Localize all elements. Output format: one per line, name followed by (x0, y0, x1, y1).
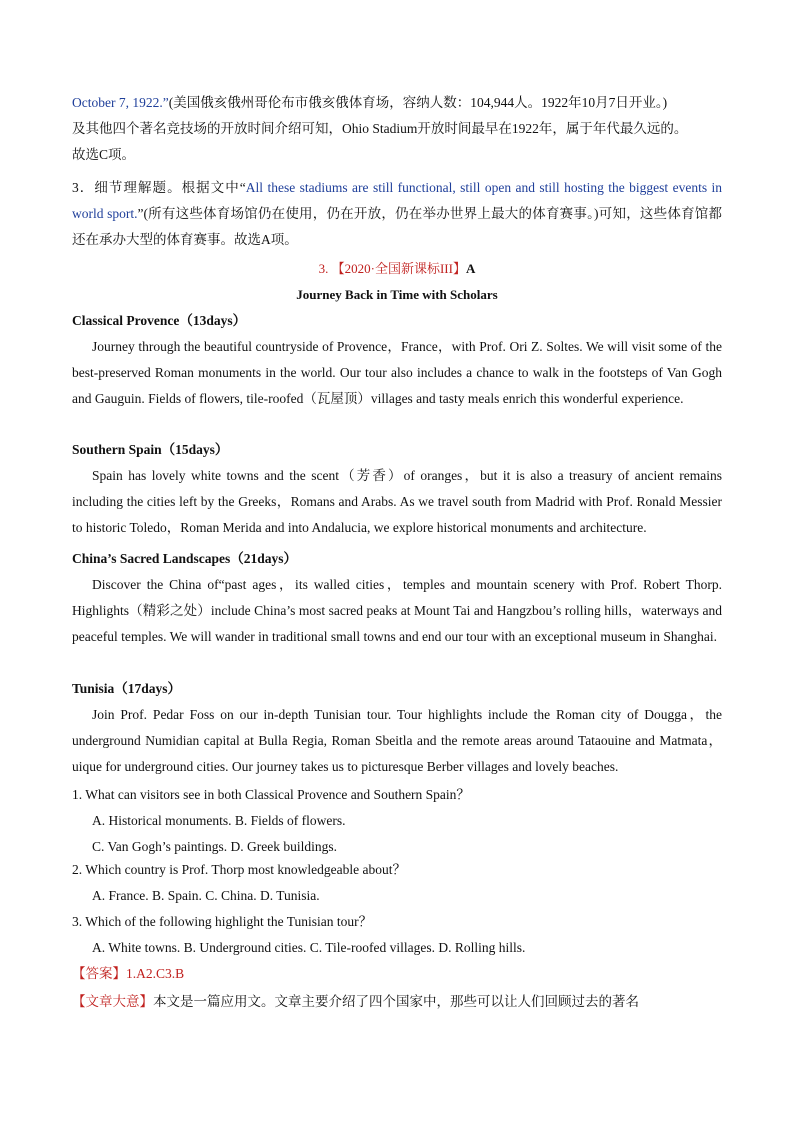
tour-text-china: Discover the China of“past ages，its walled cities，temples and mountain scenery with Prof. Robert Thorp. Highlights（精彩之处）include China’s most sacred peaks at Mount Tai and Hangzbou’s rolling hills，waterways and peaceful temples. We will wander in traditional small towns and end our tour with an exceptional museum in Shanghai. (72, 577, 722, 644)
tour-heading-spain: Southern Spain（15days） (72, 442, 229, 457)
item3-rest: ”(所有这些体育场馆仍在使用，仍在开放，仍在举办世界上最大的体育赛事。)可知，这些体育馆都还在承办大型的体育赛事。故选A项。 (72, 206, 722, 247)
answer-value: 1.A2.C3.B (126, 966, 185, 981)
item3-prefix: 3．细节理解题。根据文中“ (72, 180, 246, 195)
quoted-english-text: October 7, 1922.” (72, 95, 169, 110)
question-text: 3. Which of the following highlight the Tunisian tour？ (72, 914, 373, 929)
explanation-item-3 (72, 175, 722, 253)
question-options: A. France. B. Spain. C. China. D. Tunisia. (92, 888, 320, 903)
question-3 (72, 909, 722, 961)
tour-text-spain: Spain has lovely white towns and the scent（芳香）of oranges，but it is also a treasury of ancient remains including the cities left by the Greeks，Romans and Arabs. As we travel south from Madrid with Prof. Ronald Messier to historic Toledo，Roman Merida and into Andalucia, we explore historical monuments and architecture. (72, 468, 722, 535)
tour-text-provence: Journey through the beautiful countryside of Provence，France，with Prof. Ori Z. Soltes. We will visit some of the best-preserved Roman monuments in the world. Our tour also includes a chance to walk in the footsteps of Van Gogh and Gauguin. Fields of flowers, tile-roofed（瓦屋顶）villages and tasty meals enrich this wonderful experience. (72, 339, 722, 406)
explanation-paragraph-1 (72, 90, 722, 168)
section-number: 3. (318, 261, 329, 276)
section-heading (72, 256, 722, 282)
question-text: 2. Which country is Prof. Thorp most knowledgeable about？ (72, 862, 406, 877)
answer-line (72, 961, 722, 987)
section-source: 【2020·全国新课标III】 (331, 261, 466, 276)
question-options: A. Historical monuments. B. Fields of flowers. (92, 813, 346, 828)
question-2 (72, 857, 722, 909)
summary-text: 本文是一篇应用文。文章主要介绍了四个国家中，那些可以让人们回顾过去的著名 (153, 994, 639, 1009)
tour-heading-provence: Classical Provence（13days） (72, 313, 247, 328)
passage-title: Journey Back in Time with Scholars (296, 287, 498, 302)
explanation-line-3: 故选C项。 (72, 147, 136, 162)
question-options: A. White towns. B. Underground cities. C. Tile-roofed villages. D. Rolling hills. (92, 940, 526, 955)
tour-heading-china: China’s Sacred Landscapes（21days） (72, 551, 298, 566)
chinese-translation: (美国俄亥俄州哥伦布市俄亥俄体育场，容纳人数：104,944人。1922年10月7日开业。) (168, 95, 668, 110)
tour-heading-tunisia: Tunisia（17days） (72, 681, 182, 696)
question-text: 1. What can visitors see in both Classical Provence and Southern Spain？ (72, 787, 470, 802)
question-1 (72, 782, 722, 860)
question-options: C. Van Gogh’s paintings. D. Greek buildings. (92, 839, 337, 854)
section-letter: A (465, 261, 476, 276)
summary-line (72, 989, 722, 1015)
tour-text-tunisia: Join Prof. Pedar Foss on our in-depth Tunisian tour. Tour highlights include the Roman city of Dougga，the underground Numidian capital at Bulla Regia, Roman Sbeitla and the remote areas around Tataouine and Matmata，uique for underground cities. Our journey takes us to picturesque Berber villages and lovely beaches. (72, 707, 722, 774)
explanation-line-2: 及其他四个著名竞技场的开放时间介绍可知，Ohio Stadium开放时间最早在1922年，属于年代最久远的。 (72, 121, 688, 136)
summary-label: 【文章大意】 (72, 994, 153, 1009)
item3-quoted-text: All these stadiums are still functional, still open and still hosting the biggest events in world sport. (72, 180, 722, 221)
answer-label: 【答案】 (72, 966, 126, 981)
